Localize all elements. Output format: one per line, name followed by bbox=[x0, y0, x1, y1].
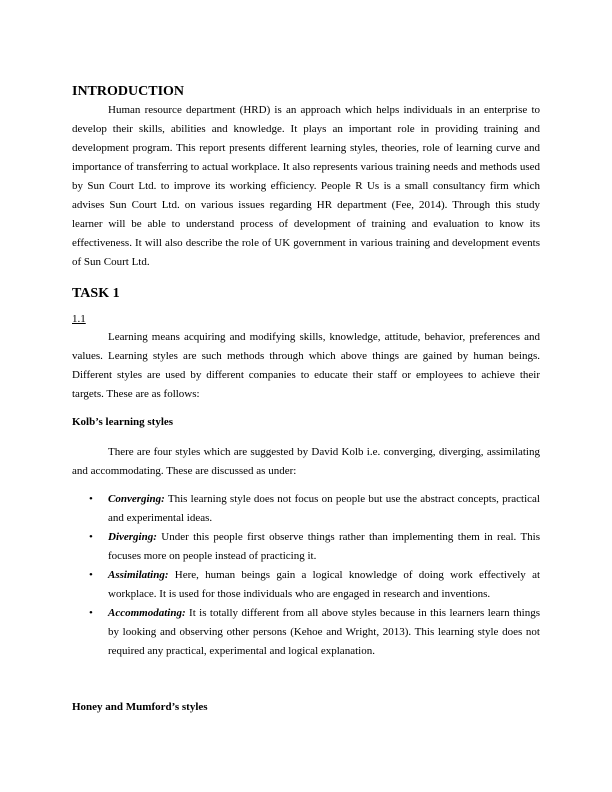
list-item-term: Assimilating: bbox=[108, 569, 169, 581]
list-item-term: Accommodating: bbox=[108, 607, 186, 619]
list-item-text: This learning style does not focus on people but use the abstract concepts, practical and experimental ideas. bbox=[108, 493, 540, 524]
kolb-paragraph: There are four styles which are suggested by David Kolb i.e. converging, diverging, assimilating and accommodating. These are discussed as under: bbox=[72, 446, 540, 477]
list-item bbox=[72, 528, 540, 566]
honey-mumford-heading: Honey and Mumford’s styles bbox=[72, 701, 208, 713]
list-item bbox=[72, 566, 540, 604]
list-item-text: Here, human beings gain a logical knowledge of doing work effectively at workplace. It is used for those individuals who are engaged in research and inventions. bbox=[108, 569, 541, 600]
list-item-term: Converging: bbox=[108, 493, 165, 505]
kolb-styles-list bbox=[72, 490, 540, 661]
list-item-text: It is totally different from all above styles because in this learners learn things by looking and observing other persons (Kehoe and Wright, 2013). This learning style does not required any practical, experimental and logical explanation. bbox=[108, 607, 540, 657]
bullet-icon: • bbox=[89, 607, 93, 619]
introduction-heading: INTRODUCTION bbox=[72, 84, 185, 99]
list-item bbox=[72, 490, 540, 528]
introduction-paragraph: Human resource department (HRD) is an approach which helps individuals in an enterprise to develop their skills, abilities and knowledge. It plays an important role in providing training and development program. This report presents different learning styles, theories, role of learning curve and importance of transferring to actual workplace. It also represents various training needs and methods used by Sun Court Ltd. to improve its working efficiency. People R Us is a small consultancy firm which advises Sun Court Ltd. on various issues regarding HR department (Fee, 2014). Through this study learner will be able to understand process of development of training and evaluation to know its effectiveness. It will also describe the role of UK government in various training and development events of Sun Court Ltd. bbox=[72, 104, 540, 268]
bullet-icon: • bbox=[89, 531, 93, 543]
list-item-term: Diverging: bbox=[108, 531, 157, 543]
task-1-heading: TASK 1 bbox=[72, 286, 120, 301]
list-item-text: Under this people first observe things rather than implementing them in real. This focuses more on people instead of practicing it. bbox=[108, 531, 541, 562]
bullet-icon: • bbox=[89, 493, 93, 505]
bullet-icon: • bbox=[89, 569, 93, 581]
learning-paragraph: Learning means acquiring and modifying skills, knowledge, attitude, behavior, preferences and values. Learning styles are such methods through which above things are gained by human beings. Different styles are used by different companies to educate their staff or employees to achieve their targets. These are as follows: bbox=[72, 331, 540, 400]
kolb-heading: Kolb’s learning styles bbox=[72, 416, 174, 428]
section-number: 1.1 bbox=[72, 313, 86, 325]
list-item bbox=[72, 604, 540, 661]
